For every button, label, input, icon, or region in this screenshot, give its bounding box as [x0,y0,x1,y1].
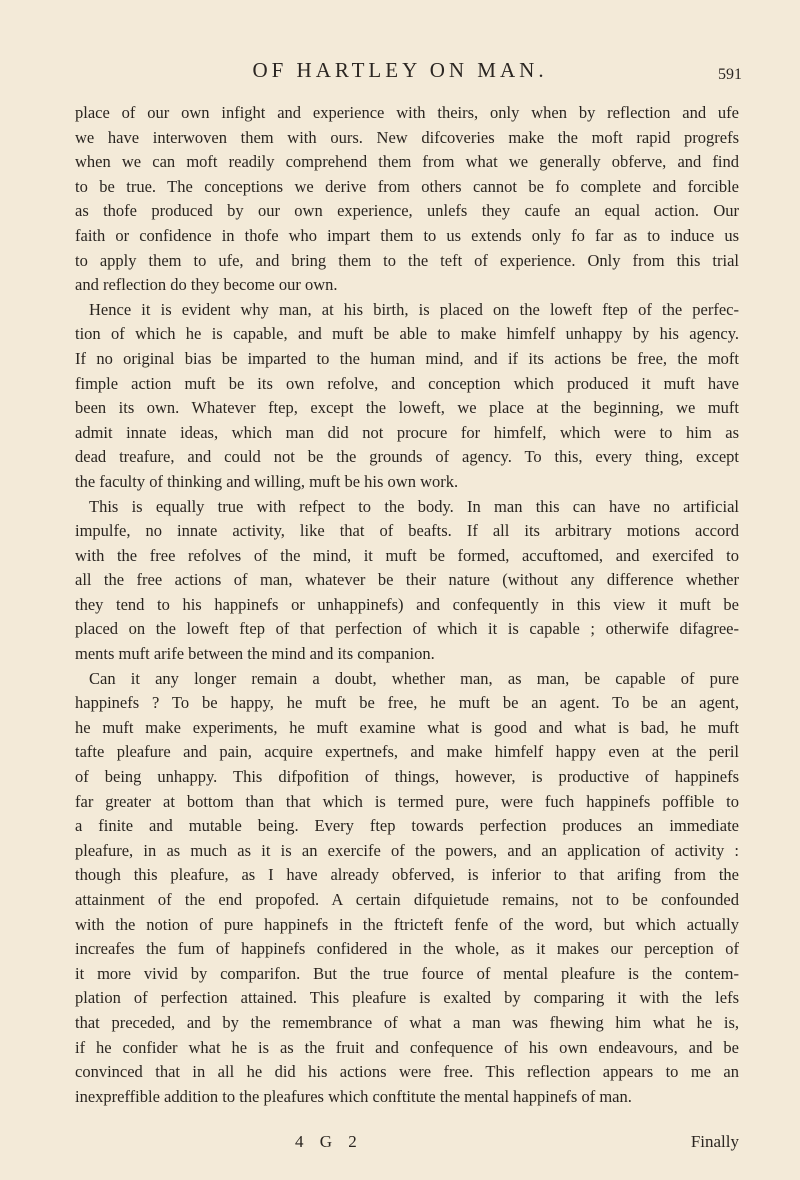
text-line: all the free actions of man, whatever be their nature (without any difference whether [75,570,739,590]
text-line: the faculty of thinking and willing, muft be his own work. [75,471,459,491]
text-line: that preceded, and by the remembrance of what a man was fhewing him what he is, [75,1012,739,1032]
paragraph [75,101,739,298]
text-line: if he confider what he is as the fruit and confequence of his own endeavours, and be [75,1037,739,1057]
text-line: place of our own infight and experience with theirs, only when by reflection and ufe [75,103,739,122]
text-line: convinced that in all he did his actions were free. This reflection appears to me an [75,1062,739,1082]
text-line: it more vivid by comparifon. But the true fource of mental pleafure is the contem- [75,963,739,983]
text-line: tafte pleafure and pain, acquire expertnefs, and make himfelf happy even at the peril [75,742,739,762]
text-line: and reflection do they become our own. [75,275,338,295]
text-line: increafes the fum of happinefs confidered in the whole, as it makes our perception of [75,939,739,959]
text-line: with the notion of pure happinefs in the ftricteft fenfe of the word, but which actually [75,914,739,934]
text-line: as thofe produced by our own experience, unlefs they caufe an equal action. Our [75,201,739,221]
text-line: with the free refolves of the mind, it muft be formed, accuftomed, and exercifed to [75,545,739,565]
text-line: though this pleafure, as I have already obferved, is inferior to that arifing from the [75,865,739,885]
text-line: they tend to his happinefs or unhappinefs) and confequently in this view it muft be [75,594,739,614]
text-line: of being unhappy. This difpofition of things, however, is productive of happinefs [75,767,739,787]
text-line: dead treafure, and could not be the grounds of agency. To this, every thing, except [75,447,739,467]
text-line: admit innate ideas, which man did not procure for himfelf, which were to him as [75,422,739,442]
text-line: when we can moft readily comprehend them from what we generally obferve, and find [75,152,739,172]
page-footer [75,1132,739,1156]
paragraph [75,298,739,495]
text-line: to apply them to ufe, and bring them to the teft of experience. Only from this trial [75,250,739,270]
paragraph [75,667,739,1110]
text-line: fimple action muft be its own refolve, and conception which produced it muft have [75,373,739,393]
text-line: happinefs ? To be happy, he muft be free, he muft be an agent. To be an agent, [75,693,739,713]
text-line: plation of perfection attained. This pleafure is exalted by comparing it with the lefs [75,988,739,1008]
text-line: attainment of the end propofed. A certain difquietude remains, not to be confounded [75,890,739,909]
running-head: OF HARTLEY ON MAN. [252,58,548,82]
paragraph [75,495,739,667]
text-line: Can it any longer remain a doubt, whether man, as man, be capable of pure [89,668,739,688]
signature-mark: 4 G 2 [295,1132,363,1151]
text-line: tion of which he is capable, and muft be able to make himfelf unhappy by his agency. [75,324,739,344]
text-line: been its own. Whatever ftep, except the loweft, we place at the beginning, we muft [75,398,739,418]
text-line: to be true. The conceptions we derive from others cannot be fo complete and forcible [75,176,739,196]
text-line: placed on the loweft ftep of that perfection of which it is capable ; otherwife difagree- [75,619,739,639]
text-line: If no original bias be imparted to the human mind, and if its actions be free, the moft [75,348,739,368]
text-line: pleafure, in as much as it is an exercife of the powers, and an application of activity : [75,840,739,860]
text-line: This is equally true with refpect to the body. In man this can have no artificial [89,496,739,516]
text-line: faith or confidence in thofe who impart them to us extends only fo far as to induce us [75,225,739,245]
text-line: we have interwoven them with ours. New difcoveries make the moft rapid progrefs [75,127,739,147]
catchword: Finally [690,1132,739,1151]
text-line: ments muft arife between the mind and its companion. [75,644,435,664]
body-text [75,101,739,1109]
text-line: Hence it is evident why man, at his birth, is placed on the loweft ftep of the perfec- [89,299,739,319]
text-line: inexpreffible addition to the pleafures which conftitute the mental happinefs of man. [75,1086,632,1106]
text-line: a finite and mutable being. Every ftep towards perfection produces an immediate [75,816,739,836]
text-line: he muft make experiments, he muft examine what is good and what is bad, he muft [75,717,739,737]
text-line: impulfe, no innate activity, like that of beafts. If all its arbitrary motions accord [75,521,739,541]
text-line: far greater at bottom than that which is termed pure, were fuch happinefs poffible to [75,791,739,811]
page-number: 591 [718,66,742,83]
